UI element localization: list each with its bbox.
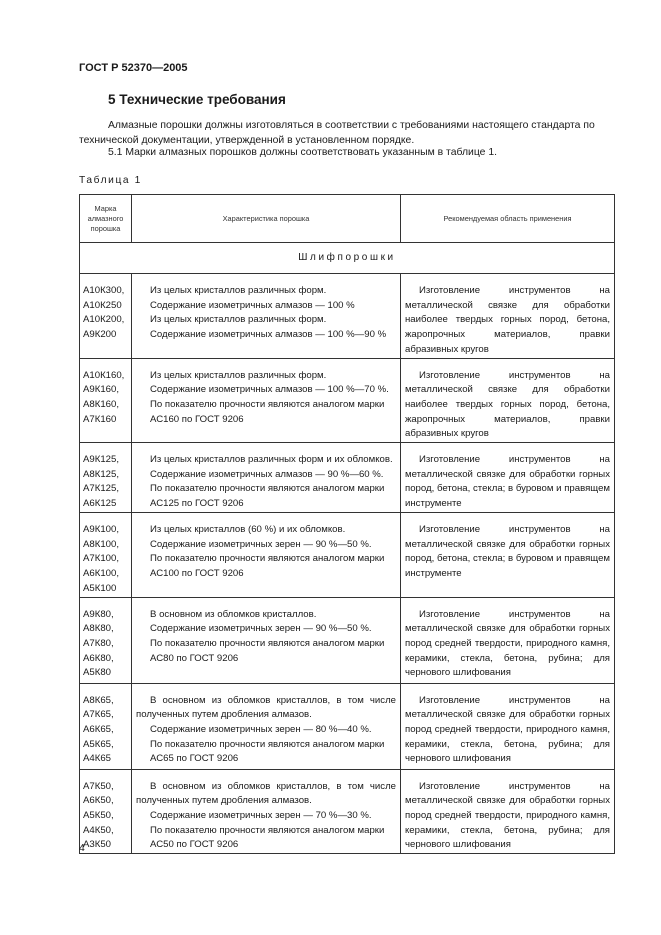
characteristic-cell — [132, 769, 401, 854]
mark-value: А10К250 — [83, 299, 122, 311]
mark-value: А3К50 — [83, 839, 111, 851]
mark-value: А6К80, — [83, 652, 114, 664]
characteristic-line: По показателю прочности являются аналогом марки — [150, 738, 385, 750]
mark-value: А8К125, — [83, 468, 119, 480]
table-row — [80, 769, 615, 854]
mark-cell — [80, 274, 132, 359]
characteristic-line: АС80 по ГОСТ 9206 — [150, 652, 239, 664]
mark-cell — [80, 683, 132, 769]
mark-value: А6К125 — [83, 498, 117, 510]
mark-cell — [80, 513, 132, 598]
mark-value: А9К125, — [83, 454, 119, 466]
table-row — [80, 443, 615, 513]
characteristic-line: Из целых кристаллов (60 %) и их обломков. — [150, 524, 346, 536]
application-cell — [401, 683, 615, 769]
application-text: Изготовление инструментов на металлической связке для обработки наиболее твердых горных пород, бетона, жаропрочных материалов, правки абразивных кругов — [405, 285, 610, 355]
characteristic-line: Содержание изометричных алмазов — 100 % — [150, 299, 355, 311]
characteristic-line: Из целых кристаллов различных форм. — [150, 314, 327, 326]
mark-cell — [80, 358, 132, 443]
characteristic-line: Из целых кристаллов различных форм и их обломков. — [150, 454, 393, 466]
mark-value: А9К80, — [83, 608, 114, 620]
group-row — [80, 243, 615, 274]
page-number: 4 — [79, 843, 85, 854]
characteristic-cell — [132, 513, 401, 598]
characteristic-cell — [132, 683, 401, 769]
characteristic-line: Содержание изометричных зерен — 90 %—50 %. — [150, 623, 372, 635]
application-text: Изготовление инструментов на металлической связке для обработки горных пород средней твердости, природного камня, керамики, стекла, бетона, рубина; для чернового шлифования — [405, 780, 610, 851]
mark-value: А7К160 — [83, 413, 117, 425]
application-cell — [401, 358, 615, 443]
mark-value: А8К65, — [83, 694, 114, 706]
characteristic-line: По показателю прочности являются аналогом марки — [150, 483, 385, 495]
mark-value: А9К200 — [83, 329, 117, 341]
mark-value: А8К100, — [83, 538, 119, 550]
mark-cell — [80, 769, 132, 854]
application-text: Изготовление инструментов на металлической связке для обработки горных пород, бетона, стекла; в буровом и правящем инструменте — [405, 454, 610, 510]
mark-cell — [80, 597, 132, 683]
application-text: Изготовление инструментов на металлической связке для обработки горных пород средней твердости, природного камня, керамики, стекла, бетона, рубина; для чернового шлифования — [405, 608, 610, 679]
mark-value: А10К160, — [83, 369, 125, 381]
characteristic-line: АС160 по ГОСТ 9206 — [150, 413, 244, 425]
characteristic-line: В основном из обломков кристаллов, в том числе полученных путем дробления алмазов. — [136, 694, 396, 721]
characteristic-line: Содержание изометричных алмазов — 100 %—90 % — [150, 329, 387, 341]
header-application: Рекомендуемая область применения — [401, 195, 615, 243]
mark-value: А6К50, — [83, 795, 114, 807]
characteristic-line: По показателю прочности являются аналогом марки — [150, 398, 385, 410]
mark-value: А8К160, — [83, 398, 119, 410]
characteristic-line: Из целых кристаллов различных форм. — [150, 369, 327, 381]
table-header-row — [80, 195, 615, 243]
mark-value: А5К80 — [83, 667, 111, 679]
characteristic-line: Содержание изометричных зерен — 80 %—40 %. — [150, 723, 372, 735]
application-text: Изготовление инструментов на металлической связке для обработки горных пород средней твердости, природного камня, керамики, стекла, бетона, рубина; для чернового шлифования — [405, 694, 610, 765]
mark-value: А10К300, — [83, 285, 125, 296]
section-title: 5 Технические требования — [108, 92, 286, 107]
mark-value: А8К80, — [83, 623, 114, 635]
application-text: Изготовление инструментов на металлической связке для обработки горных пород, бетона, стекла; в буровом и правящем инструменте — [405, 524, 610, 580]
characteristic-cell — [132, 358, 401, 443]
mark-value: А4К50, — [83, 824, 114, 836]
characteristic-line: АС125 по ГОСТ 9206 — [150, 498, 244, 510]
table-row — [80, 274, 615, 359]
group-label: Шлифпорошки — [80, 243, 615, 274]
characteristic-cell — [132, 443, 401, 513]
characteristic-line: Содержание изометричных алмазов — 100 %—70 %. — [150, 384, 389, 396]
characteristic-cell — [132, 274, 401, 359]
mark-value: А7К65, — [83, 709, 114, 721]
mark-value: А9К160, — [83, 384, 119, 396]
header-characteristic: Характеристика порошка — [132, 195, 401, 243]
header-mark: Марка алмазного порошка — [80, 195, 132, 243]
mark-value: А7К125, — [83, 483, 119, 495]
table-row — [80, 358, 615, 443]
characteristic-line: По показателю прочности являются аналогом марки — [150, 637, 385, 649]
mark-value: А5К100 — [83, 582, 117, 594]
mark-cell — [80, 443, 132, 513]
application-cell — [401, 274, 615, 359]
paragraph-2: 5.1 Марки алмазных порошков должны соответствовать указанным в таблице 1. — [108, 147, 497, 158]
mark-value: А6К100, — [83, 568, 119, 580]
characteristic-line: АС100 по ГОСТ 9206 — [150, 568, 244, 580]
characteristic-line: По показателю прочности являются аналогом марки — [150, 553, 385, 565]
paragraph-1: Алмазные порошки должны изготовляться в соответствии с требованиями настоящего стандарта по технической документации, утвержденной в установленном порядке. — [79, 120, 595, 146]
table-row — [80, 597, 615, 683]
application-cell — [401, 443, 615, 513]
table-row — [80, 513, 615, 598]
mark-value: А5К65, — [83, 738, 114, 750]
application-text: Изготовление инструментов на металлической связке для обработки наиболее твердых горных пород, бетона, жаропрочных материалов, правки абразивных кругов — [405, 369, 610, 440]
characteristic-line: АС65 по ГОСТ 9206 — [150, 753, 239, 765]
mark-value: А5К50, — [83, 809, 114, 821]
characteristic-line: Содержание изометричных алмазов — 90 %—60 %. — [150, 468, 384, 480]
mark-value: А9К100, — [83, 524, 119, 536]
table-row — [80, 683, 615, 769]
characteristic-line: В основном из обломков кристаллов. — [150, 608, 317, 620]
mark-value: А7К50, — [83, 780, 114, 792]
mark-value: А10К200, — [83, 314, 125, 326]
application-cell — [401, 513, 615, 598]
document-header: ГОСТ Р 52370—2005 — [79, 62, 188, 74]
characteristic-line: Из целых кристаллов различных форм. — [150, 285, 327, 296]
application-cell — [401, 597, 615, 683]
application-cell — [401, 769, 615, 854]
mark-value: А4К65 — [83, 753, 111, 765]
characteristic-cell — [132, 597, 401, 683]
mark-value: А6К65, — [83, 723, 114, 735]
characteristic-line: АС50 по ГОСТ 9206 — [150, 839, 239, 851]
powder-table — [79, 194, 615, 854]
characteristic-line: Содержание изометричных зерен — 70 %—30 %. — [150, 809, 372, 821]
characteristic-line: В основном из обломков кристаллов, в том числе полученных путем дробления алмазов. — [136, 780, 396, 807]
characteristic-line: Содержание изометричных зерен — 90 %—50 %. — [150, 538, 372, 550]
characteristic-line: По показателю прочности являются аналогом марки — [150, 824, 385, 836]
mark-value: А7К100, — [83, 553, 119, 565]
table-caption: Таблица 1 — [79, 175, 142, 186]
mark-value: А7К80, — [83, 637, 114, 649]
